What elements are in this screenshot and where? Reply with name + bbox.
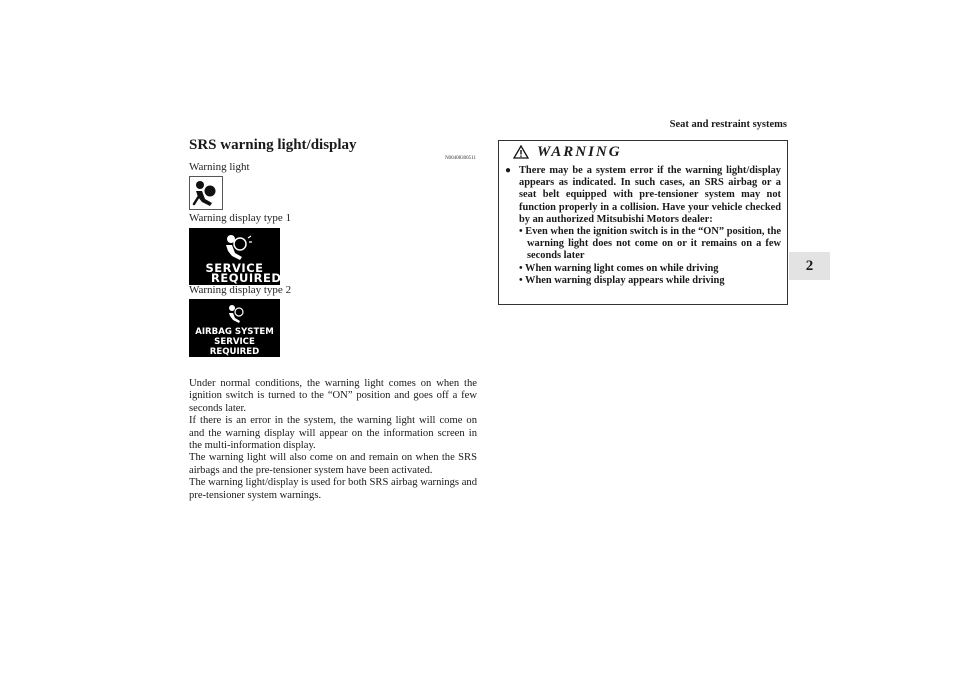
running-header: Seat and restraint systems xyxy=(669,119,787,130)
warning-light-label: Warning light xyxy=(189,161,250,173)
srs-warning-light xyxy=(189,176,223,210)
display-type2-label: Warning display type 2 xyxy=(189,284,292,296)
airbag-person-icon xyxy=(218,232,254,262)
warning-title: WARNING xyxy=(537,143,622,160)
body-paragraph: If there is an error in the system, the warning light will come on and the warning display will appear on the information screen in the multi-information display. xyxy=(189,415,477,452)
body-paragraph: The warning light/display is used for both SRS airbag warnings and pre-tensioner system warnings. xyxy=(189,477,477,501)
body-paragraph: The warning light will also come on and remain on when the SRS airbags and the pre-tensioner system have been activated. xyxy=(189,452,477,476)
warning-sub-item: • When warning display appears while driving xyxy=(519,274,725,286)
warning-display-type1 xyxy=(189,228,280,285)
warning-display-type2 xyxy=(189,299,280,357)
body-paragraph: Under normal conditions, the warning light comes on when the ignition switch is turned to the “ON” position and goes off a few seconds later. xyxy=(189,378,477,414)
display-type2-line2: SERVICE REQUIRED xyxy=(209,337,260,357)
display-type1-line2: REQUIRED xyxy=(211,271,282,285)
bullet-icon: ● xyxy=(505,165,512,176)
warning-sub-item: • Even when the ignition switch is in the “ON” position, the warning light does not come on or it remains on a few seconds later xyxy=(519,226,781,262)
warning-main-text: There may be a system error if the warning light/display appears as indicated. In such cases, an SRS airbag or a seat belt equipped with pre-tensioner system may not function properly in a collision. Have your vehicle checked by an authorized Mitsubishi Motors dealer: xyxy=(519,165,781,225)
warning-triangle-icon xyxy=(513,145,529,159)
warning-header xyxy=(499,141,787,163)
warning-body xyxy=(505,165,781,287)
airbag-person-icon xyxy=(190,177,222,209)
chapter-tab: 2 xyxy=(789,252,830,280)
warning-sub-item: • When warning light comes on while driving xyxy=(519,262,719,274)
body-text xyxy=(189,378,477,502)
display-type1-label: Warning display type 1 xyxy=(189,212,292,224)
section-code: N00408300511 xyxy=(445,156,476,161)
warning-box xyxy=(498,140,788,305)
warning-sub-list xyxy=(519,226,781,287)
display-type2-line1: AIRBAG SYSTEM xyxy=(195,327,274,337)
section-title: SRS warning light/display xyxy=(189,137,357,153)
display-type1-line1: SERVICE xyxy=(205,261,264,275)
airbag-person-icon xyxy=(225,304,247,324)
